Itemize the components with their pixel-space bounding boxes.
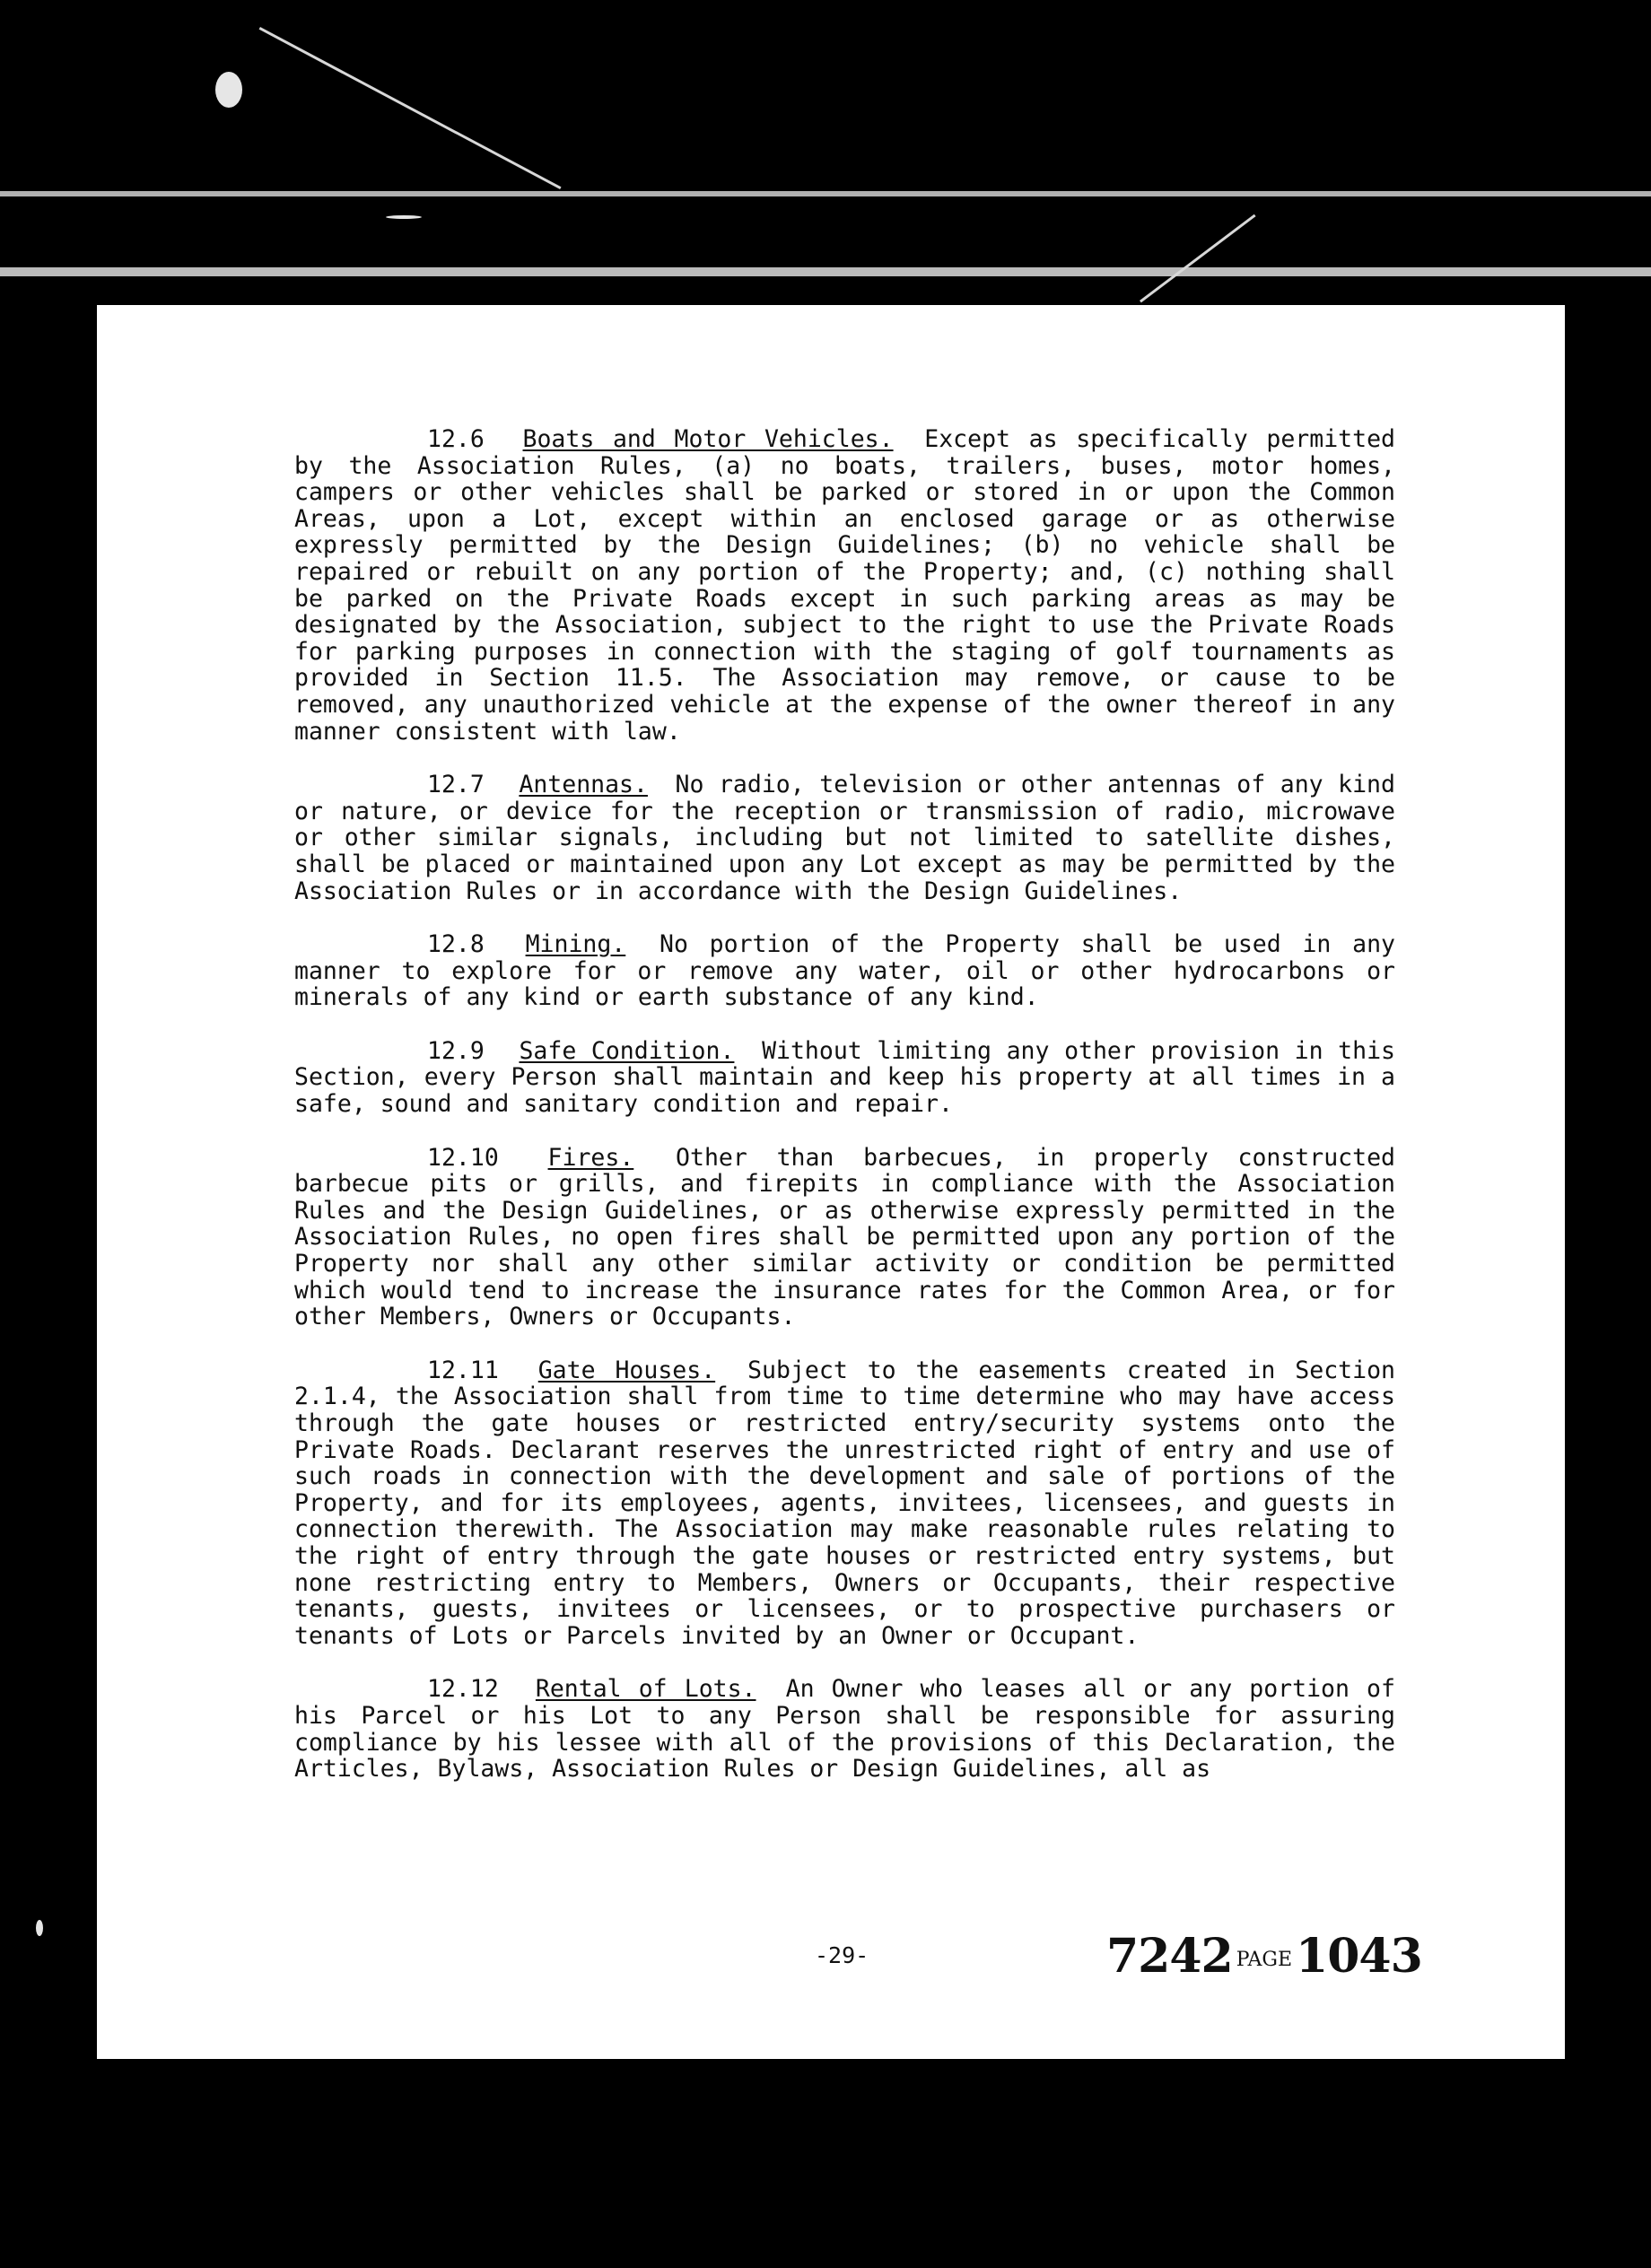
document-page [97, 305, 1565, 2059]
section-12-10 [294, 1145, 1395, 1330]
section-text: No radio, television or other antennas of any kind or nature, or device for the reception or transmission of radio, microwave or other similar signals, including but not limited to satellite dishes, shall be placed or maintained upon any Lot except as may be permitted by the Association Rules or in accordance with the Design Guidelines. [294, 771, 1395, 905]
section-number: 12.12 [427, 1675, 499, 1704]
section-heading: Fires. [547, 1143, 634, 1172]
section-heading: Mining. [525, 930, 626, 959]
section-number: 12.6 [427, 425, 485, 453]
book-page-stamp [1106, 1929, 1422, 1984]
scan-streak [259, 27, 562, 189]
page-number: -29- [815, 1942, 869, 1968]
scan-edge-lower [0, 267, 1651, 276]
section-12-7 [294, 772, 1395, 904]
section-12-9 [294, 1038, 1395, 1118]
section-12-12 [294, 1676, 1395, 1782]
scan-speck [36, 1920, 43, 1936]
scan-edge-top [0, 191, 1651, 196]
book-number: 7242 [1106, 1929, 1233, 1984]
section-text: Except as specifically permitted by the Association Rules, (a) no boats, trailers, buses, motor homes, campers or other vehicles shall be parked or stored in or upon the Common Areas, upon a Lot, except within an enclosed garage or as otherwise expressly permitted by the Design Guidelines; (b) no vehicle shall be repaired or rebuilt on any portion of the Property; and, (c) nothing shall be parked on the Private Roads except in such parking areas as may be designated by the Association, subject to the right to use the Private Roads for parking purposes in connection with the staging of golf tournaments as provided in Section 11.5. The Association may remove, or cause to be removed, any unauthorized vehicle at the expense of the owner thereof in any manner consistent with law. [294, 425, 1395, 746]
scan-speck [215, 72, 242, 108]
book-stamp-separator: PAGE [1236, 1949, 1293, 1971]
scan-speck [386, 215, 422, 219]
scan-streak [1140, 214, 1256, 303]
section-text: Other than barbecues, in properly constructed barbecue pits or grills, and firepits in compliance with the Association Rules and the Design Guidelines, or as otherwise expressly permitted in the Association Rules, no open fires shall be permitted upon any portion of the Property nor shall any other similar activity or condition be permitted which would tend to increase the insurance rates for the Common Area, or for other Members, Owners or Occupants. [294, 1143, 1395, 1331]
section-text: Subject to the easements created in Section 2.1.4, the Association shall from time to time determine who may have access through the gate houses or restricted entry/security systems onto the Private Roads. Declarant reserves the unrestricted right of entry and use of such roads in connection with the development and sale of portions of the Property, and for its employees, agents, invitees, licensees, and guests in connection therewith. The Association may make reasonable rules relating to the right of entry through the gate houses or restricted entry systems, but none restricting entry to Members, Owners or Occupants, their respective tenants, guests, invitees or licensees, or to prospective purchasers or tenants of Lots or Parcels invited by an Owner or Occupant. [294, 1356, 1395, 1650]
section-text: No portion of the Property shall be used in any manner to explore for or remove any water, oil or other hydrocarbons or minerals of any kind or earth substance of any kind. [294, 930, 1395, 1012]
section-number: 12.11 [427, 1356, 499, 1384]
section-number: 12.9 [427, 1036, 485, 1065]
section-12-11 [294, 1357, 1395, 1650]
section-heading: Boats and Motor Vehicles. [522, 425, 894, 453]
stamp-page-number: 1043 [1296, 1929, 1422, 1984]
section-heading: Antennas. [519, 771, 648, 799]
section-text: Without limiting any other provision in this Section, every Person shall maintain and keep his property at all times in a safe, sound and sanitary condition and repair. [294, 1036, 1395, 1119]
section-heading: Gate Houses. [537, 1356, 716, 1384]
section-12-8 [294, 931, 1395, 1011]
section-12-6 [294, 426, 1395, 745]
section-heading: Rental of Lots. [535, 1675, 756, 1704]
section-text: An Owner who leases all or any portion of his Parcel or his Lot to any Person shall be responsible for assuring compliance by his lessee with all of the provisions of this Declaration, the Articles, Bylaws, Association Rules or Design Guidelines, all as [294, 1675, 1395, 1784]
section-heading: Safe Condition. [519, 1036, 735, 1065]
section-number: 12.7 [427, 771, 485, 799]
document-body [294, 426, 1395, 1810]
section-number: 12.8 [427, 930, 485, 959]
section-number: 12.10 [427, 1143, 499, 1172]
